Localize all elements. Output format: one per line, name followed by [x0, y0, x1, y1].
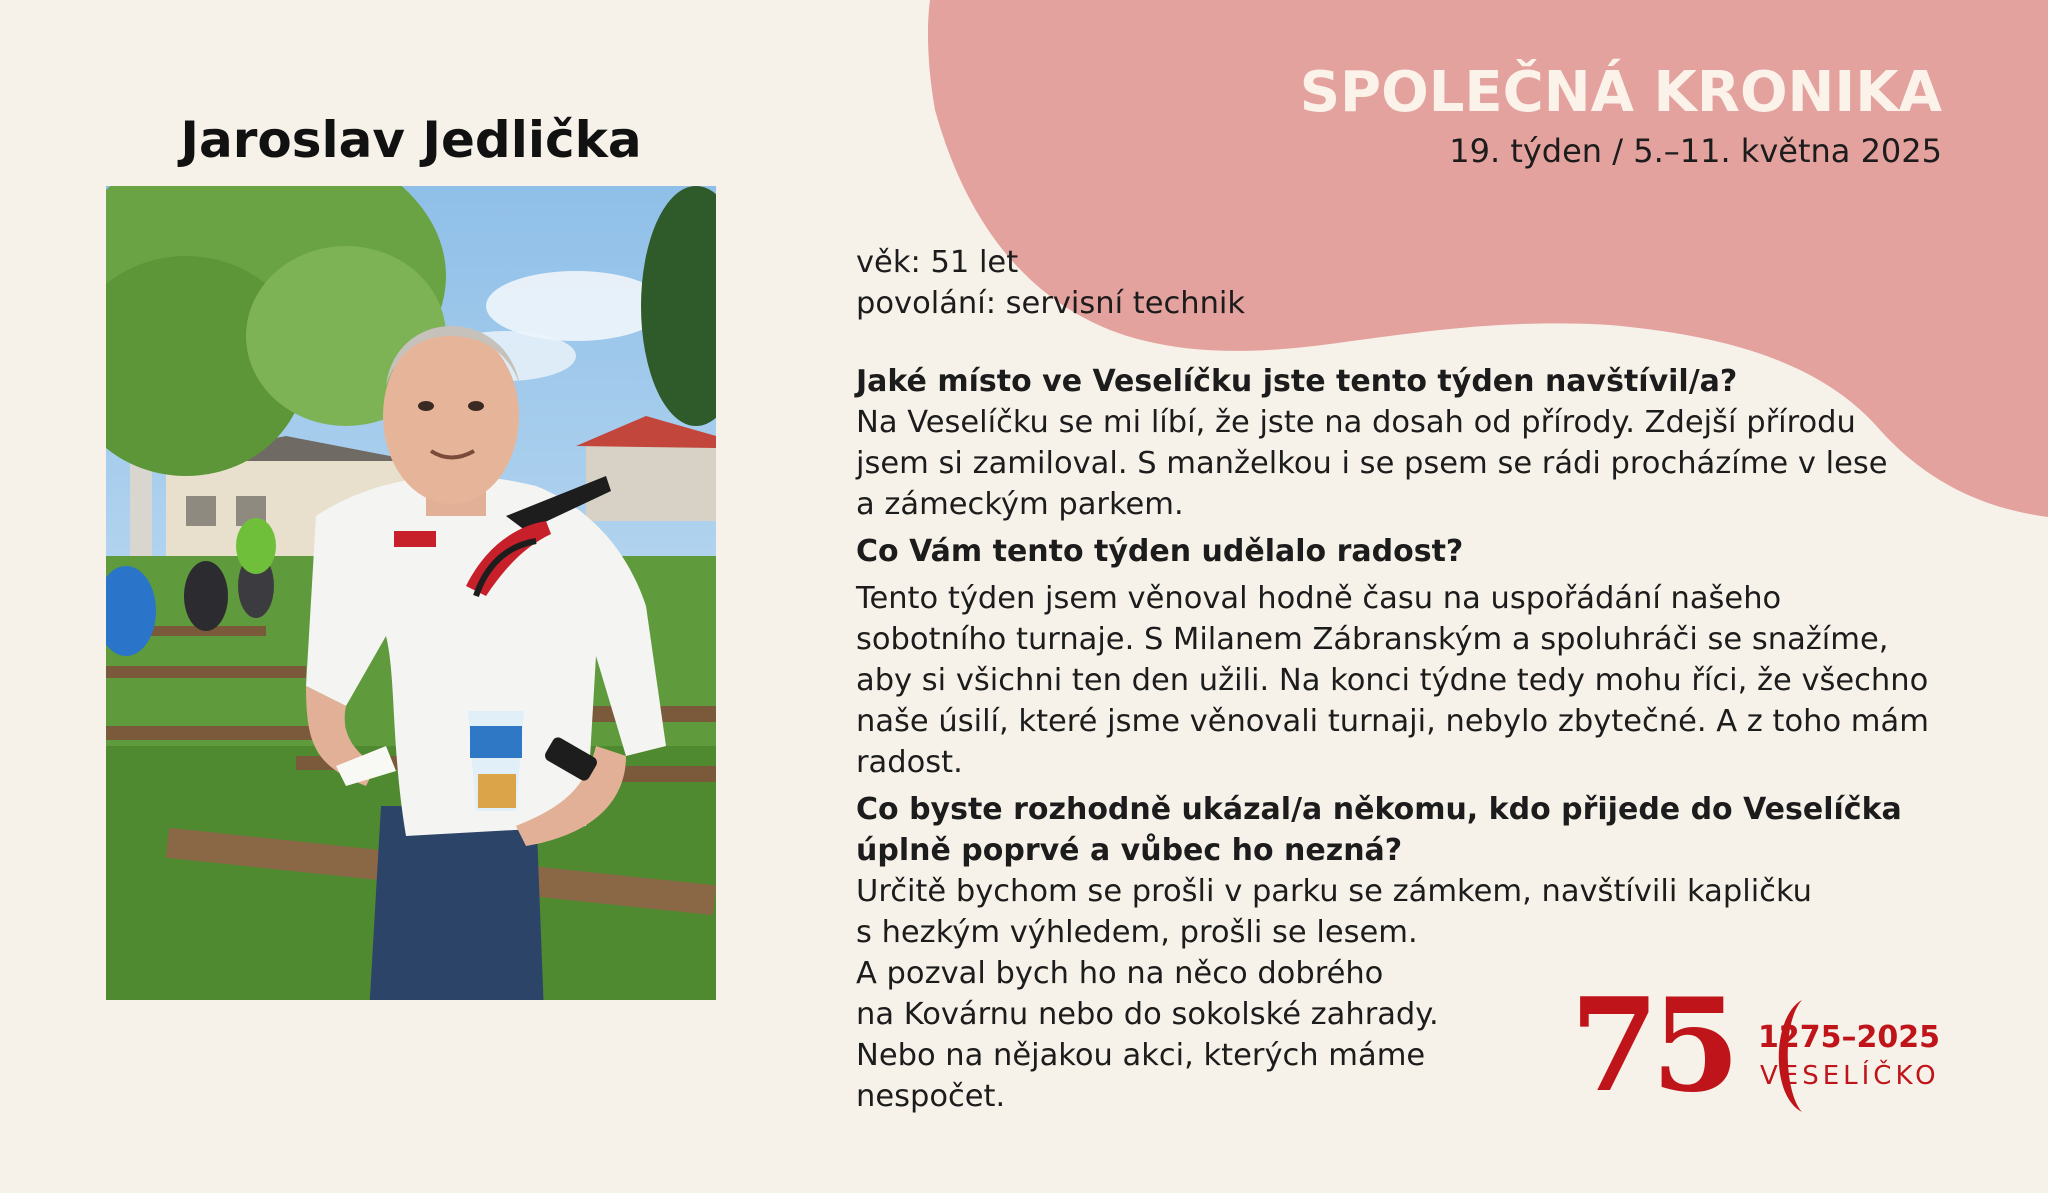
- person-name: Jaroslav Jedlička: [180, 111, 642, 169]
- answer-line: Tento týden jsem věnoval hodně času na uspořádání našeho: [856, 581, 1782, 616]
- answer-1: [856, 402, 1986, 525]
- answer-line: aby si všichni ten den užili. Na konci týdne tedy mohu říci, že všechno: [856, 663, 1929, 698]
- logo-place: VESELÍČKO: [1760, 1061, 1940, 1091]
- answer-2: [856, 578, 1986, 783]
- person-meta: [856, 242, 1986, 324]
- answer-line: A pozval bych ho na něco dobrého: [856, 956, 1384, 991]
- chronicle-title: SPOLEČNÁ KRONIKA: [1299, 60, 1942, 125]
- answer-line: na Kovárnu nebo do sokolské zahrady.: [856, 997, 1439, 1032]
- age-line: věk: 51 let: [856, 245, 1019, 280]
- person-photo: [106, 186, 716, 1000]
- job-line: povolání: servisní technik: [856, 286, 1246, 321]
- answer-line: Určitě bychom se prošli v parku se zámkem, navštívili kapličku: [856, 874, 1812, 909]
- answer-line: a zámeckým parkem.: [856, 487, 1184, 522]
- week-date-range: 19. týden / 5.–11. května 2025: [1449, 132, 1942, 170]
- interview-content: [856, 242, 1986, 1121]
- answer-line: s hezkým výhledem, prošli se lesem.: [856, 915, 1418, 950]
- question-1: Jaké místo ve Veselíčku jste tento týden navštívil/a?: [856, 364, 1738, 399]
- anniversary-logo: [1570, 971, 1950, 1121]
- answer-line: naše úsilí, které jsme věnovali turnaji, nebylo zbytečné. A z toho mám: [856, 704, 1929, 739]
- answer-line: Na Veselíčku se mi líbí, že jste na dosah od přírody. Zdejší přírodu: [856, 405, 1856, 440]
- question-line: úplně poprvé a vůbec ho nezná?: [856, 833, 1403, 868]
- logo-years: 1275–2025: [1758, 1020, 1940, 1055]
- logo-number: 75: [1570, 971, 1733, 1121]
- question-2: Co Vám tento týden udělalo radost?: [856, 534, 1464, 569]
- question-line: Co byste rozhodně ukázal/a někomu, kdo přijede do Veselíčka: [856, 792, 1902, 827]
- chronicle-header: [1300, 58, 1942, 172]
- answer-line: jsem si zamiloval. S manželkou i se psem se rádi procházíme v lese: [856, 446, 1888, 481]
- logo-arc: [1766, 996, 1806, 1116]
- answer-line: radost.: [856, 745, 963, 780]
- answer-line: sobotního turnaje. S Milanem Zábranským a spoluhráči se snažíme,: [856, 622, 1889, 657]
- answer-line: nespočet.: [856, 1079, 1006, 1114]
- question-3: [856, 789, 1986, 871]
- answer-line: Nebo na nějakou akci, kterých máme: [856, 1038, 1426, 1073]
